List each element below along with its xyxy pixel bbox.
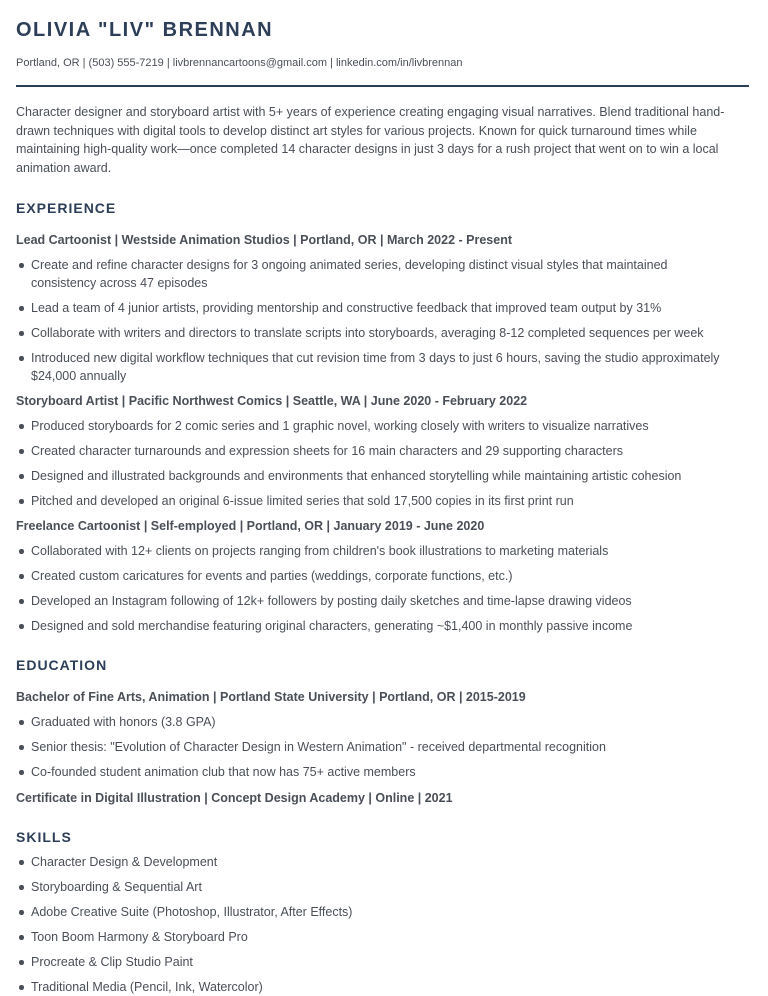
- experience-heading: EXPERIENCE: [16, 200, 117, 216]
- contact-line: Portland, OR | (503) 555-7219 | livbrennancartoons@gmail.com | linkedin.com/in/livbrennan: [16, 57, 463, 69]
- job-heading: Lead Cartoonist | Westside Animation Studios | Portland, OR | March 2022 - Present: [16, 233, 513, 247]
- list-item: Collaborate with writers and directors to translate scripts into storyboards, averaging 8-12 completed sequences per week: [16, 324, 731, 342]
- list-item: Designed and sold merchandise featuring original characters, generating ~$1,400 in monthly passive income: [16, 617, 731, 635]
- skills-heading: SKILLS: [16, 829, 72, 845]
- certificate-heading: Certificate in Digital Illustration | Concept Design Academy | Online | 2021: [16, 791, 453, 805]
- list-item: Introduced new digital workflow techniques that cut revision time from 3 days to just 6 hours, saving the studio approximately $24,000 annually: [16, 349, 731, 385]
- list-item: Create and refine character designs for 3 ongoing animated series, developing distinct visual styles that maintained consistency across 47 episodes: [16, 256, 731, 292]
- education-heading: EDUCATION: [16, 657, 108, 673]
- list-item: Procreate & Clip Studio Paint: [16, 953, 731, 971]
- list-item: Produced storyboards for 2 comic series and 1 graphic novel, working closely with writers to visualize narratives: [16, 417, 731, 435]
- job-heading: Freelance Cartoonist | Self-employed | Portland, OR | January 2019 - June 2020: [16, 519, 485, 533]
- degree-heading: Bachelor of Fine Arts, Animation | Portland State University | Portland, OR | 2015-2019: [16, 690, 526, 704]
- list-item: Collaborated with 12+ clients on projects ranging from children's book illustrations to marketing materials: [16, 542, 731, 560]
- professional-summary: Character designer and storyboard artist with 5+ years of experience creating engaging visual narratives. Blend traditional hand-drawn techniques with digital tools to develop distinct art styles for various projects. Known for quick turnaround times while maintaining high-quality work—once completed 14 character designs in just 3 days for a rush project that went on to win a local animation award.: [16, 105, 725, 175]
- list-item: Co-founded student animation club that now has 75+ active members: [16, 763, 731, 781]
- list-item: Created character turnarounds and expression sheets for 16 main characters and 29 supporting characters: [16, 442, 731, 460]
- job-entry: [16, 392, 752, 510]
- list-item: Traditional Media (Pencil, Ink, Watercolor): [16, 978, 731, 996]
- list-item: Senior thesis: "Evolution of Character Design in Western Animation" - received departmental recognition: [16, 738, 731, 756]
- list-item: Lead a team of 4 junior artists, providing mentorship and constructive feedback that improved team output by 31%: [16, 299, 731, 317]
- list-item: Created custom caricatures for events and parties (weddings, corporate functions, etc.): [16, 567, 731, 585]
- list-item: Toon Boom Harmony & Storyboard Pro: [16, 928, 731, 946]
- list-item: Adobe Creative Suite (Photoshop, Illustrator, After Effects): [16, 903, 731, 921]
- list-item: Developed an Instagram following of 12k+ followers by posting daily sketches and time-lapse drawing videos: [16, 592, 731, 610]
- list-item: Designed and illustrated backgrounds and environments that enhanced storytelling while maintaining artistic cohesion: [16, 467, 731, 485]
- education-bullets: [16, 713, 752, 781]
- job-bullets: [16, 542, 752, 635]
- job-heading: Storyboard Artist | Pacific Northwest Comics | Seattle, WA | June 2020 - February 2022: [16, 394, 528, 408]
- job-bullets: [16, 417, 752, 510]
- job-entry: [16, 231, 752, 385]
- skills-list: [16, 853, 752, 996]
- list-item: Graduated with honors (3.8 GPA): [16, 713, 731, 731]
- job-bullets: [16, 256, 752, 385]
- job-entry: [16, 517, 752, 635]
- header-divider: [16, 85, 749, 87]
- list-item: Character Design & Development: [16, 853, 731, 871]
- list-item: Pitched and developed an original 6-issue limited series that sold 17,500 copies in its first print run: [16, 492, 731, 510]
- candidate-name: OLIVIA "LIV" BRENNAN: [16, 19, 274, 41]
- list-item: Storyboarding & Sequential Art: [16, 878, 731, 896]
- education-entry: [16, 688, 752, 807]
